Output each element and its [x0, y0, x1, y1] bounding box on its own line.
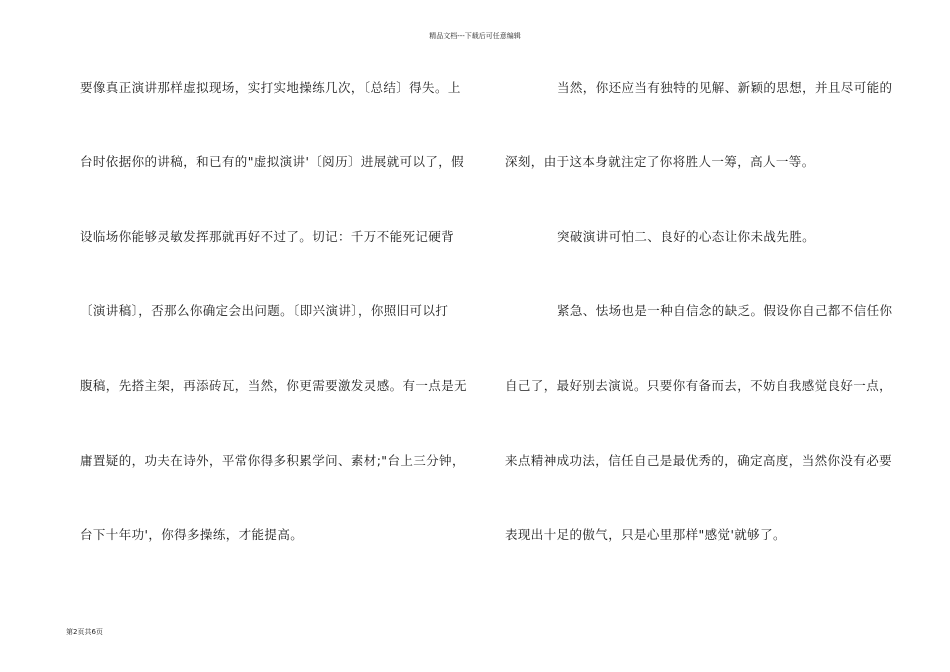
paragraph-line: 表现出十足的傲气，只是心里那样"感觉'就够了。 [505, 527, 786, 542]
paragraph-line: 深刻，由于这本身就注定了你将胜人一筹，高人一等。 [505, 154, 815, 169]
section-heading: 突破演讲可怕二、良好的心态让你未战先胜。 [557, 229, 816, 244]
paragraph-line: 紧急、怯场也是一种自信念的缺乏。假设你自己都不信任你 [557, 303, 893, 318]
paragraph-line: 腹稿，先搭主架，再添砖瓦，当然，你更需要激发灵感。有一点是无 [80, 378, 468, 393]
paragraph-line: 台下十年功'，你得多操练，才能提高。 [80, 527, 304, 542]
paragraph-line: 设临场你能够灵敏发挥那就再好不过了。切记：千万不能死记硬背 [80, 229, 455, 244]
paragraph-line: 自己了，最好别去演说。只要你有备而去，不妨自我感觉良好一点， [505, 378, 893, 393]
paragraph-line: 要像真正演讲那样虚拟现场，实打实地操练几次，〔总结〕得失。上 [80, 80, 461, 95]
page-number: 第2页共6页 [66, 628, 103, 636]
paragraph-line: 〔演讲稿〕，否那么你确定会出问题。〔即兴演讲〕，你照旧可以打 [80, 303, 449, 318]
paragraph-line: 台时依据你的讲稿，和已有的"虚拟演讲'〔阅历〕进展就可以了，假 [80, 154, 465, 169]
paragraph-line: 庸置疑的，功夫在诗外，平常你得多积累学问、素材;"台上三分钟， [80, 453, 465, 468]
page-header: 精品文档---下载后可任意编辑 [429, 32, 521, 40]
paragraph-line: 来点精神成功法，信任自己是最优秀的，确定高度，当然你没有必要 [505, 453, 893, 468]
paragraph-line: 当然，你还应当有独特的见解、新颖的思想，并且尽可能的 [557, 80, 893, 95]
